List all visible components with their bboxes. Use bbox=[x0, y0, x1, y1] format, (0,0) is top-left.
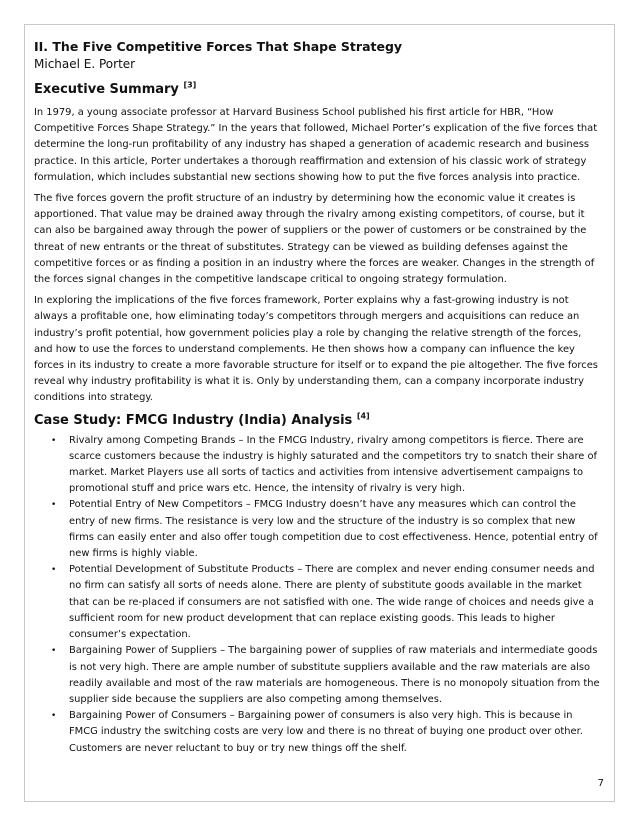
author-name: Michael E. Porter bbox=[34, 57, 136, 71]
page-number: 7 bbox=[597, 778, 604, 789]
page bbox=[24, 24, 615, 802]
executive-summary-heading bbox=[34, 81, 602, 99]
list-item bbox=[34, 562, 602, 643]
list-item-text: Bargaining Power of Consumers – Bargaining power of consumers is also very high. This is because in FMCG industry the switching costs are very low and there is no threat of buying one product over other. Customers are never reluctant to buy or try new things off the shelf. bbox=[69, 710, 583, 754]
bullet-icon: • bbox=[51, 565, 57, 576]
section-title: II. The Five Competitive Forces That Shape Strategy bbox=[34, 39, 403, 54]
bullet-icon: • bbox=[51, 646, 57, 657]
list-item-text: Bargaining Power of Suppliers – The bargaining power of supplies of raw materials and intermediate goods is not very high. There are ample number of substitute suppliers available and the raw materials are also readily available and most of the raw materials are homogeneous. There is no monopoly situation from the supplier side because the suppliers are also competing among themselves. bbox=[69, 645, 600, 705]
summary-paragraph-2: The five forces govern the profit structure of an industry by determining how the economic value it creates is apportioned. That value may be drained away through the rivalry among existing competitors, of course, but it can also be bargained away through the power of suppliers or the power of customers or be constrained by the threat of new entrants or the threat of substitutes. Strategy can be viewed as building defenses against the competitive forces or as finding a position in an industry where the forces are weaker. Changes in the strength of the forces signal changes in the competitive landscape critical to ongoing strategy formulation. bbox=[34, 193, 595, 286]
case-study-heading bbox=[34, 412, 602, 430]
case-study-title: Case Study: FMCG Industry (India) Analysis bbox=[34, 412, 353, 428]
summary-paragraph-1: In 1979, a young associate professor at Harvard Business School published his first article for HBR, “How Competitive Forces Shape Strategy.” In the years that followed, Michael Porter’s explication of the five forces that determine the long-run profitability of any industry has shaped a generation of academic research and business practice. In this article, Porter undertakes a thorough reaffirmation and extension of his classic work of strategy formulation, which includes substantial new sections showing how to put the five forces analysis into practice. bbox=[34, 107, 598, 183]
executive-summary-ref: [3] bbox=[183, 80, 197, 90]
page-content bbox=[34, 38, 602, 757]
list-item-text: Potential Development of Substitute Products – There are complex and never ending consumer needs and no firm can satisfy all sorts of needs alone. There are plenty of substitute goods available in the market that can be re-placed if consumers are not satisfied with one. The wide range of choices and needs give a sufficient room for new product development that can replace existing goods. This leads to higher consumer’s expectation. bbox=[69, 564, 595, 641]
list-item bbox=[34, 433, 602, 498]
bullet-icon: • bbox=[51, 500, 57, 511]
bullet-icon: • bbox=[51, 711, 57, 722]
executive-summary-title: Executive Summary bbox=[34, 82, 179, 97]
list-item bbox=[34, 708, 602, 757]
summary-paragraph-3: In exploring the implications of the five forces framework, Porter explains why a fast-growing industry is not always a profitable one, how eliminating today’s competitors through mergers and acquisitions can reduce an industry’s profit potential, how government policies play a role by changing the relative strength of the forces, and how to use the forces to understand complements. He then shows how a company can influence the key forces in its industry to create a more favorable structure for itself or to expand the pie altogether. The five forces reveal why industry profitability is what it is. Only by understanding them, can a company incorporate industry conditions into strategy. bbox=[34, 295, 598, 404]
list-item bbox=[34, 643, 602, 708]
list-item-text: Rivalry among Competing Brands – In the FMCG Industry, rivalry among competitors is fierce. There are scarce customers because the industry is highly saturated and the competitors try to snatch their share of market. Market Players use all sorts of tactics and activities from intensive advertisement campaigns to promotional stuff and price wars etc. Hence, the intensity of rivalry is very high. bbox=[69, 434, 598, 495]
bullet-icon: • bbox=[51, 435, 57, 446]
list-item-text: Potential Entry of New Competitors – FMCG Industry doesn’t have any measures which can control the entry of new firms. The resistance is very low and the structure of the industry is so complex that new firms can easily enter and also offer tough competition due to cost effectiveness. Hence, potential entry of new firms is highly viable. bbox=[69, 499, 598, 560]
case-study-ref: [4] bbox=[356, 411, 370, 421]
list-item bbox=[34, 497, 602, 562]
case-study-list bbox=[34, 433, 602, 757]
